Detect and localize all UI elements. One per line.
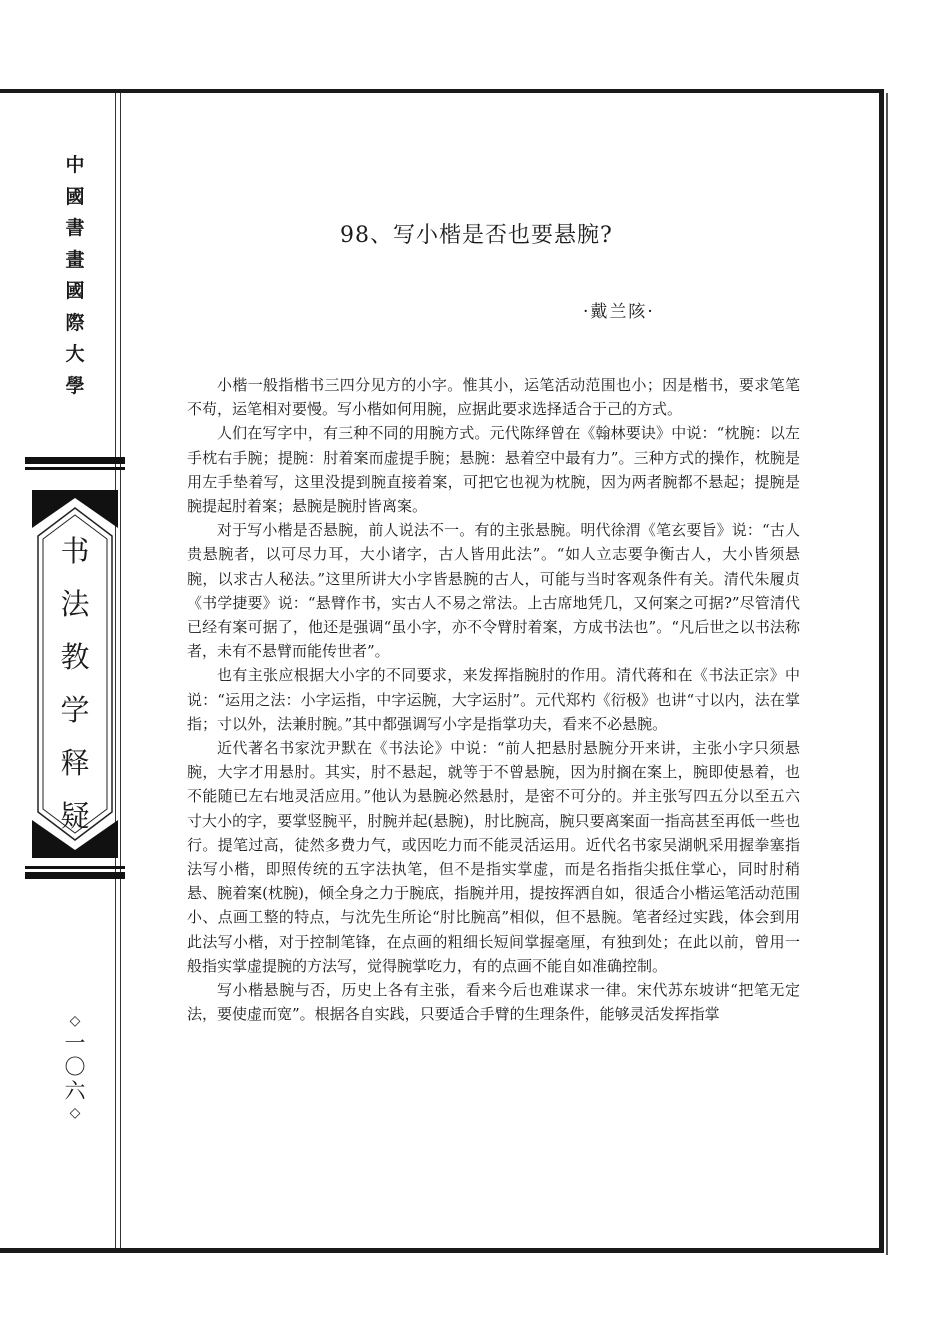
institution-char: 中 <box>65 154 85 176</box>
page-frame-bottom-rule <box>0 1248 884 1253</box>
page-frame-top-rule <box>0 89 884 93</box>
institution-char: 際 <box>65 311 85 334</box>
series-title-char: 释 <box>60 746 90 780</box>
ornament-bar-top-thin <box>25 467 125 470</box>
page-number-digit: 一 <box>64 1031 86 1055</box>
diamond-icon: ◇ <box>69 1105 81 1121</box>
series-title-char: 书 <box>60 534 90 568</box>
institution-char: 大 <box>65 343 85 365</box>
paragraph: 近代著名书家沈尹默在《书法论》中说：“前人把悬肘悬腕分开来讲，主张小字只须悬腕，大字才用悬肘。其实，肘不悬起，就等于不曾悬腕，因为肘搁在案上，腕即使悬着，也不能随已左右地灵活应用。”他认为悬腕必然悬肘，是密不可分的。并主张写四五分以至五六寸大小的字，要掌竖腕平，肘腕并起(悬腕)，肘比腕高，腕只要离案面一指高甚至再低一些也行。提笔过高，徒然多费力气，或因吃力而不能灵活运用。近代名书家吴湖帆采用握拳塞指法写小楷，即照传统的五字法执笔，但不是指实掌虚，而是名指指尖抵住掌心，同时肘稍悬、腕着案(枕腕)，倾全身之力于腕底，指腕并用，提按挥洒自如，很适合小楷运笔活动范围小、点画工整的特点，与沈先生所论“肘比腕高”相似，但不悬腕。笔者经过实践，体会到用此法写小楷，对于控制笔锋，在点画的粗细长短间掌握毫厘，有独到处；在此以前，曾用一般指实掌虚提腕的方法写，觉得腕掌吃力，有的点画不能自如准确控制。 <box>187 739 800 975</box>
paragraph: 也有主张应根据大小字的不同要求，来发挥指腕肘的作用。清代蒋和在《书法正宗》中说：“运用之法：小字运指，中字运腕，大字运肘”。元代郑杓《衍极》也讲“寸以内，法在掌指；寸以外，法兼肘腕。”其中都强调写小字是指掌功夫，看来不必悬腕。 <box>187 666 800 733</box>
series-title-char: 法 <box>60 587 90 621</box>
page-number <box>54 1011 96 1123</box>
paragraph: 小楷一般指楷书三四分见方的小字。惟其小，运笔活动范围也小；因是楷书，要求笔笔不苟，运笔相对要慢。写小楷如何用腕，应据此要求选择适合于己的方式。 <box>187 376 800 419</box>
institution-char: 書 <box>65 217 85 239</box>
series-title-char: 疑 <box>60 799 90 833</box>
page-frame-shadow <box>886 93 888 1255</box>
paragraph: 人们在写字中，有三种不同的用腕方式。元代陈绎曾在《翰林要诀》中说：“枕腕：以左手枕右手腕；提腕：肘着案而虚提手腕；悬腕：悬着空中最有力”。三种方式的操作，枕腕是用左手垫着写，这里没提到腕直接着案，可把它也视为枕腕，因为两者腕都不悬起；提腕是腕提起肘着案；悬腕是腕肘皆离案。 <box>187 424 800 516</box>
paragraph: 对于写小楷是否悬腕，前人说法不一。有的主张悬腕。明代徐渭《笔玄要旨》说：“古人贵悬腕者，以可尽力耳，大小诸字，古人皆用此法”。“如人立志要争衡古人，大小皆须悬腕，以求古人秘法。”这里所讲大小字皆悬腕的古人，可能与当时客观条件有关。清代朱履贞《书学捷要》说：“悬臂作书，实古人不易之常法。上古席地凭几，又何案之可据?”尽管清代已经有案可据了，他还是强调“虽小字，亦不令臂肘着案，方成书法也”。“凡后世之以书法称者，未有不悬臂而能传世者”。 <box>187 521 800 661</box>
paragraph: 写小楷悬腕与否，历史上各有主张，看来今后也难谋求一律。宋代苏东坡讲“把笔无定法，要使虚而宽”。根据各自实践，只要适合手臂的生理条件，能够灵活发挥指掌 <box>187 981 800 1024</box>
page-number-digit: 六 <box>64 1079 86 1103</box>
article-author: ·戴兰陔· <box>583 302 655 322</box>
ornament-bar-top <box>25 457 125 464</box>
diamond-icon: ◇ <box>69 1013 81 1029</box>
institution-char: 國 <box>65 280 85 302</box>
ornament-bar-bottom-thin <box>25 866 125 869</box>
article-title: 98、写小楷是否也要悬腕? <box>340 223 613 248</box>
page-number-digit: 〇 <box>64 1055 86 1079</box>
series-title <box>28 525 122 843</box>
series-title-char: 教 <box>60 640 90 674</box>
institution-char: 國 <box>65 185 85 208</box>
institution-char: 學 <box>65 374 85 397</box>
series-title-char: 学 <box>60 693 90 727</box>
ornament-bar-bottom <box>25 872 125 879</box>
institution-char: 畫 <box>65 248 85 271</box>
institution-name <box>52 150 98 402</box>
article-body <box>187 373 800 1026</box>
page-frame-right-rule <box>879 89 884 1253</box>
